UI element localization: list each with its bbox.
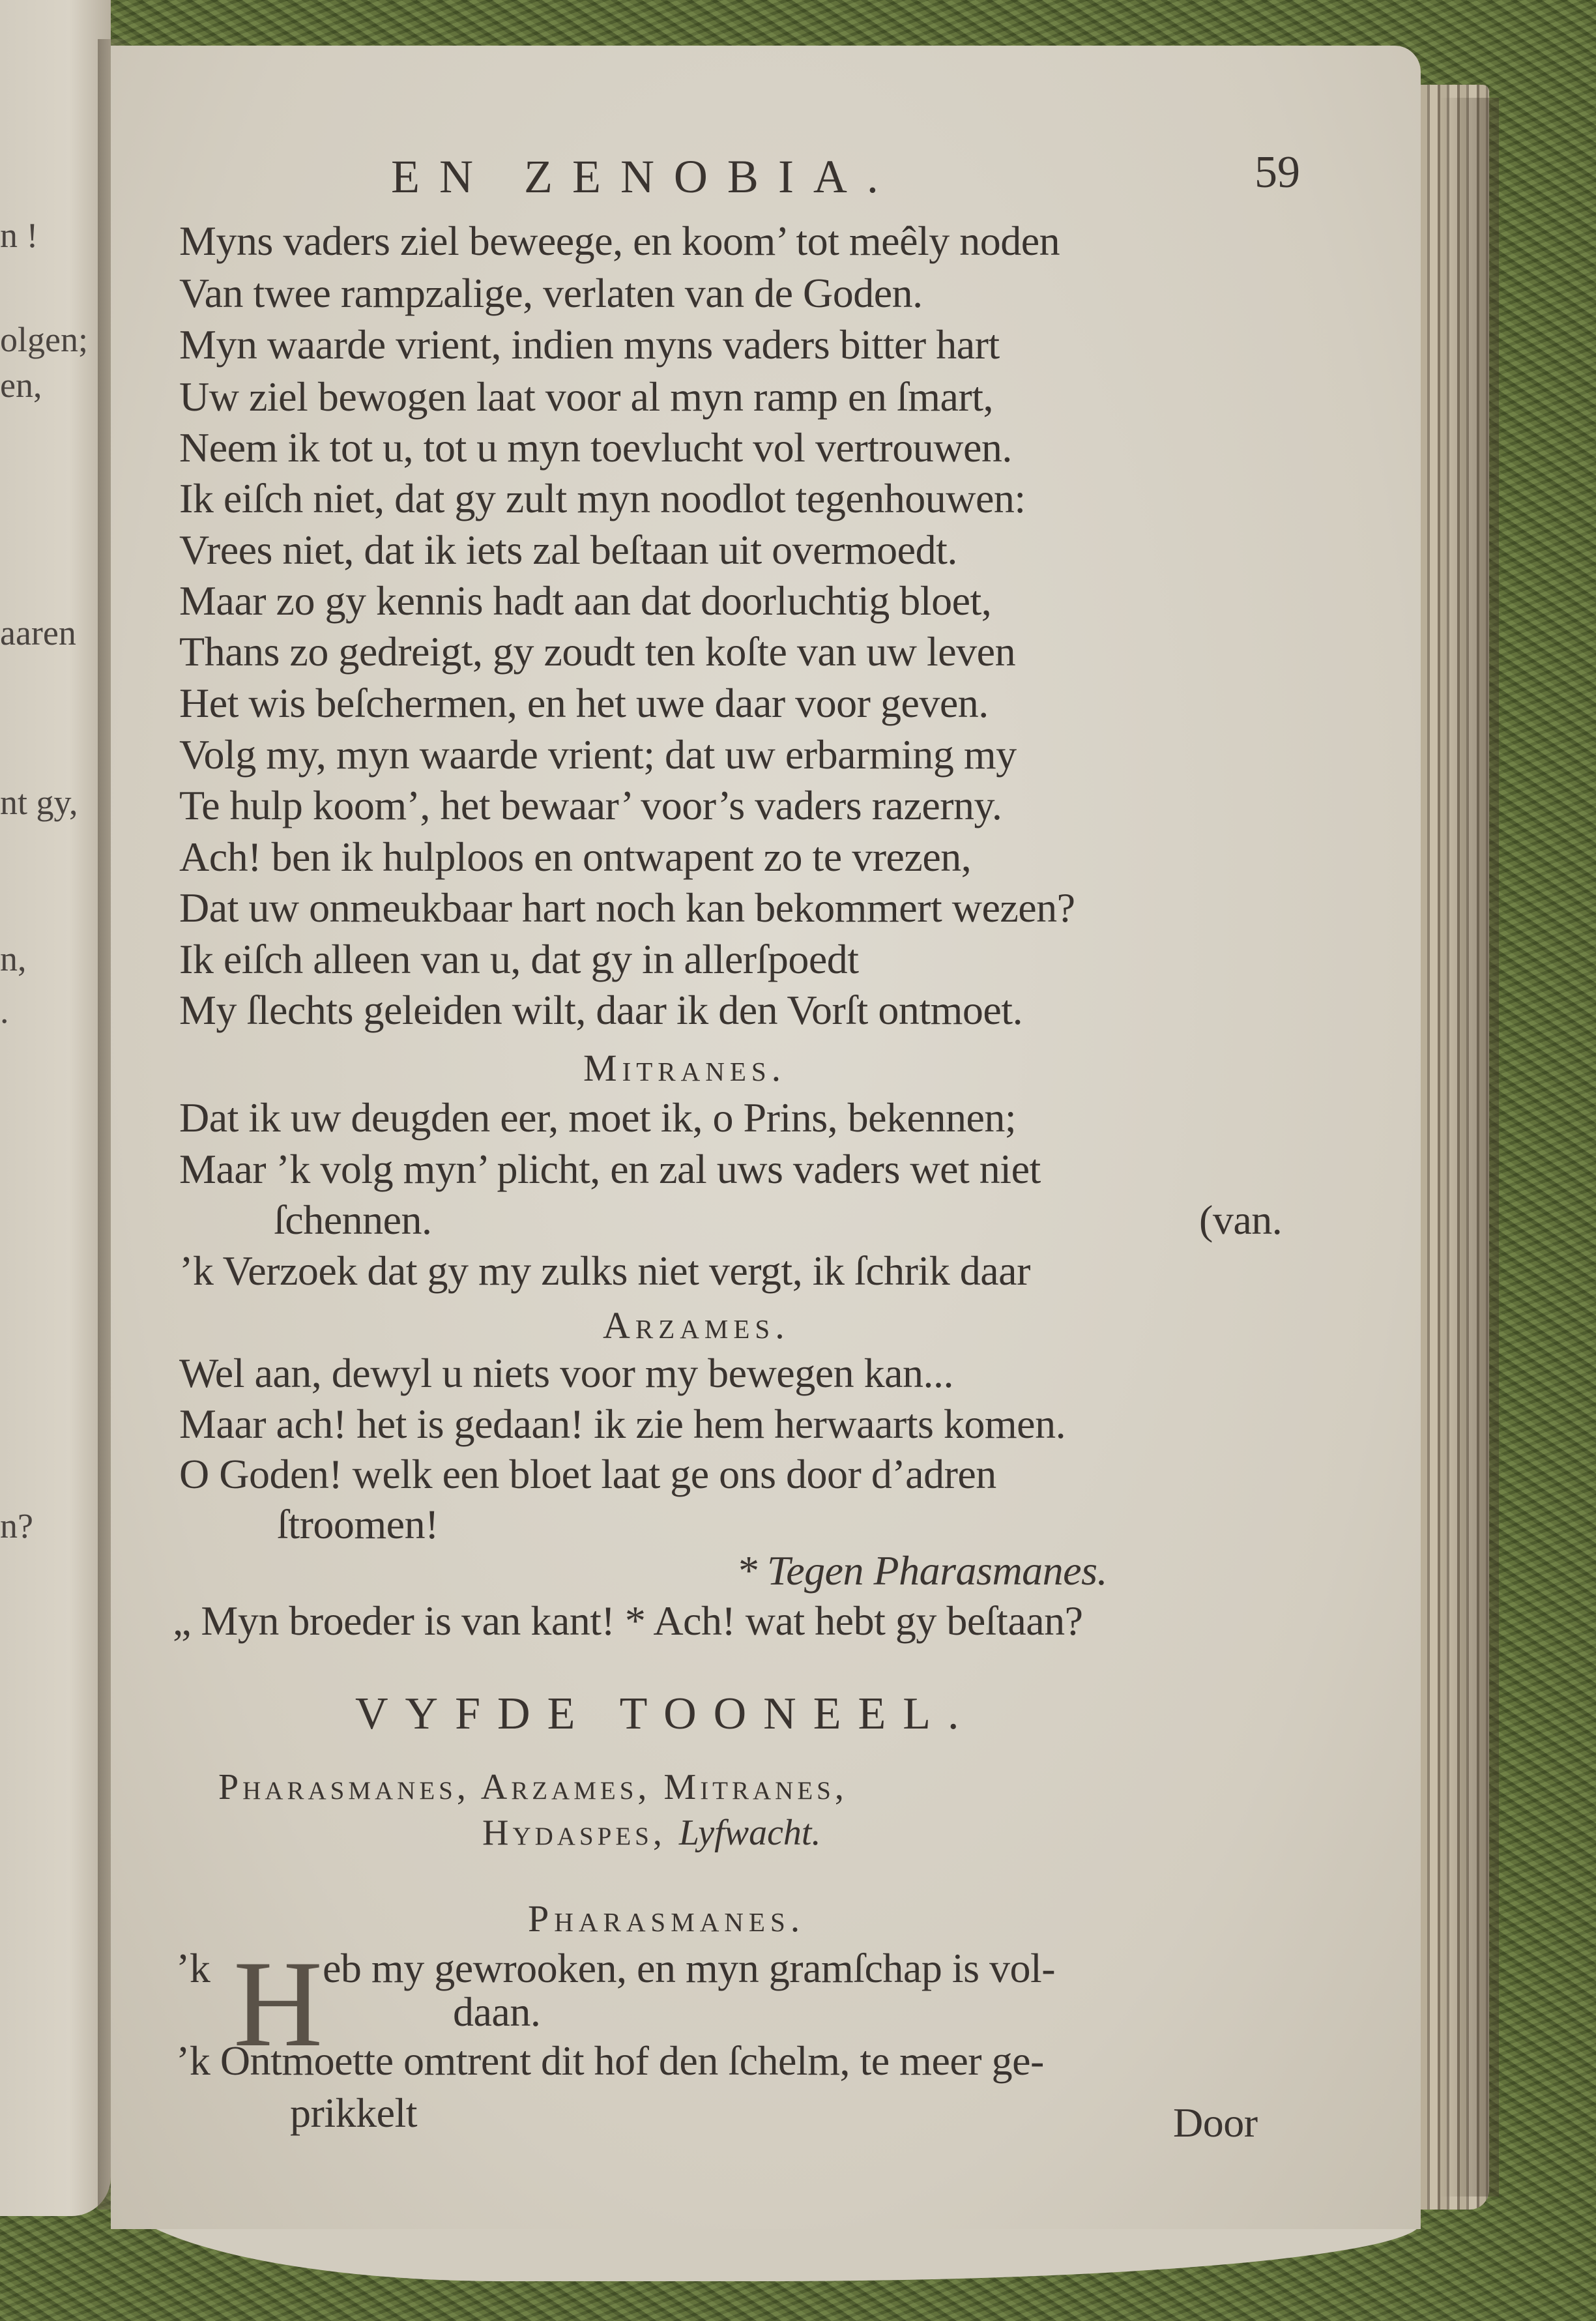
verse-line: Dat ik uw deugden eer, moet ik, o Prins, bekennen; [179, 1094, 1017, 1141]
cast-list: Pharasmanes, Arzames, Mitranes, [218, 1767, 848, 1807]
left-page-fragment: n ! [0, 216, 38, 255]
left-page-fragment: n? [0, 1506, 33, 1545]
speaker-name-arzames: Arzames. [603, 1304, 790, 1347]
verse-line: O Goden! welk een bloet laat ge ons door d’adren [179, 1451, 996, 1497]
left-page-fragment: olgen; [0, 320, 88, 359]
fore-edge-shadow [1440, 98, 1499, 2197]
verse-line: Dat uw onmeukbaar hart noch kan bekommert wezen? [179, 884, 1075, 931]
verse-line: Vrees niet, dat ik iets zal beſtaan uit overmoedt. [179, 527, 957, 573]
verse-line: Thans zo gedreigt, gy zoudt ten koſte van uw leven [179, 628, 1016, 675]
left-page-fragment: nt gy, [0, 783, 78, 822]
verse-line: Ik eiſch alleen van u, dat gy in allerſpoedt [179, 936, 859, 982]
verse-line: My ſlechts geleiden wilt, daar ik den Vorſt ontmoet. [179, 987, 1023, 1033]
verse-line-continuation: daan. [453, 1989, 541, 2035]
scene-title: VYFDE TOONEEL. [355, 1689, 976, 1739]
cast-italic: Lyfwacht. [678, 1813, 821, 1853]
verse-line: Maar ’k volg myn’ plicht, en zal uws vaders wet niet [179, 1146, 1041, 1192]
stage-direction: * Tegen Pharasmanes. [736, 1547, 1107, 1594]
page-number: 59 [1255, 147, 1300, 197]
verse-line: eb my gewrooken, en myn gramſchap is vol- [323, 1945, 1056, 1991]
cast-list [482, 1812, 820, 1854]
left-page-fragment: . [0, 991, 9, 1030]
left-page-fragment: aaren [0, 613, 76, 652]
speaker-name-mitranes: Mitranes. [583, 1047, 787, 1089]
verse-line: Het wis beſchermen, en het uwe daar voor geven. [179, 680, 989, 726]
verse-line: Maar zo gy kennis hadt aan dat doorluchtig bloet, [179, 577, 992, 624]
running-head: EN ZENOBIA. [391, 151, 898, 203]
verse-line: Ach! ben ik hulploos en ontwapent zo te vrezen, [179, 834, 972, 880]
verse-line: Ik eiſch niet, dat gy zult myn noodlot tegenhouwen: [179, 475, 1026, 521]
verse-line-continuation: ſchennen. [274, 1197, 432, 1243]
verse-line: Myns vaders ziel beweege, en koom’ tot meêly noden [179, 218, 1060, 264]
verse-line: ’k Ontmoette omtrent dit hof den ſchelm, te meer ge- [176, 2037, 1044, 2084]
verse-line: „ Myn broeder is van kant! * Ach! wat hebt gy beſtaan? [173, 1598, 1083, 1644]
catchword: Door [1173, 2099, 1258, 2146]
verse-line: Neem ik tot u, tot u myn toevlucht vol vertrouwen. [179, 424, 1012, 471]
verse-turnover: (van. [1199, 1197, 1283, 1243]
verse-line: Maar ach! het is gedaan! ik zie hem herwaarts komen. [179, 1401, 1066, 1447]
drop-cap: H [233, 1936, 323, 2073]
verse-line: Te hulp koom’, het bewaar’ voor’s vaders razerny. [179, 782, 1002, 828]
verse-line: Myn waarde vrient, indien myns vaders bitter hart [179, 321, 1000, 368]
verse-line: Uw ziel bewogen laat voor al myn ramp en ſmart, [179, 373, 993, 420]
speaker-name-pharasmanes: Pharasmanes. [528, 1897, 805, 1940]
left-page-fragment: n, [0, 939, 27, 978]
verse-prefix: ’k [176, 1945, 210, 1991]
left-page-fragment: en, [0, 366, 42, 405]
verse-line: ’k Verzoek dat gy my zulks niet vergt, ik ſchrik daar [179, 1248, 1030, 1294]
verse-line: Wel aan, dewyl u niets voor my bewegen kan... [179, 1350, 953, 1396]
verse-line: Van twee rampzalige, verlaten van de Goden. [179, 270, 923, 316]
cast-names: Hydaspes, [482, 1813, 666, 1853]
verse-line: Volg my, myn waarde vrient; dat uw erbarming my [179, 731, 1017, 778]
verse-line-continuation: prikkelt [290, 2090, 418, 2136]
verse-line-continuation: ſtroomen! [277, 1501, 439, 1547]
